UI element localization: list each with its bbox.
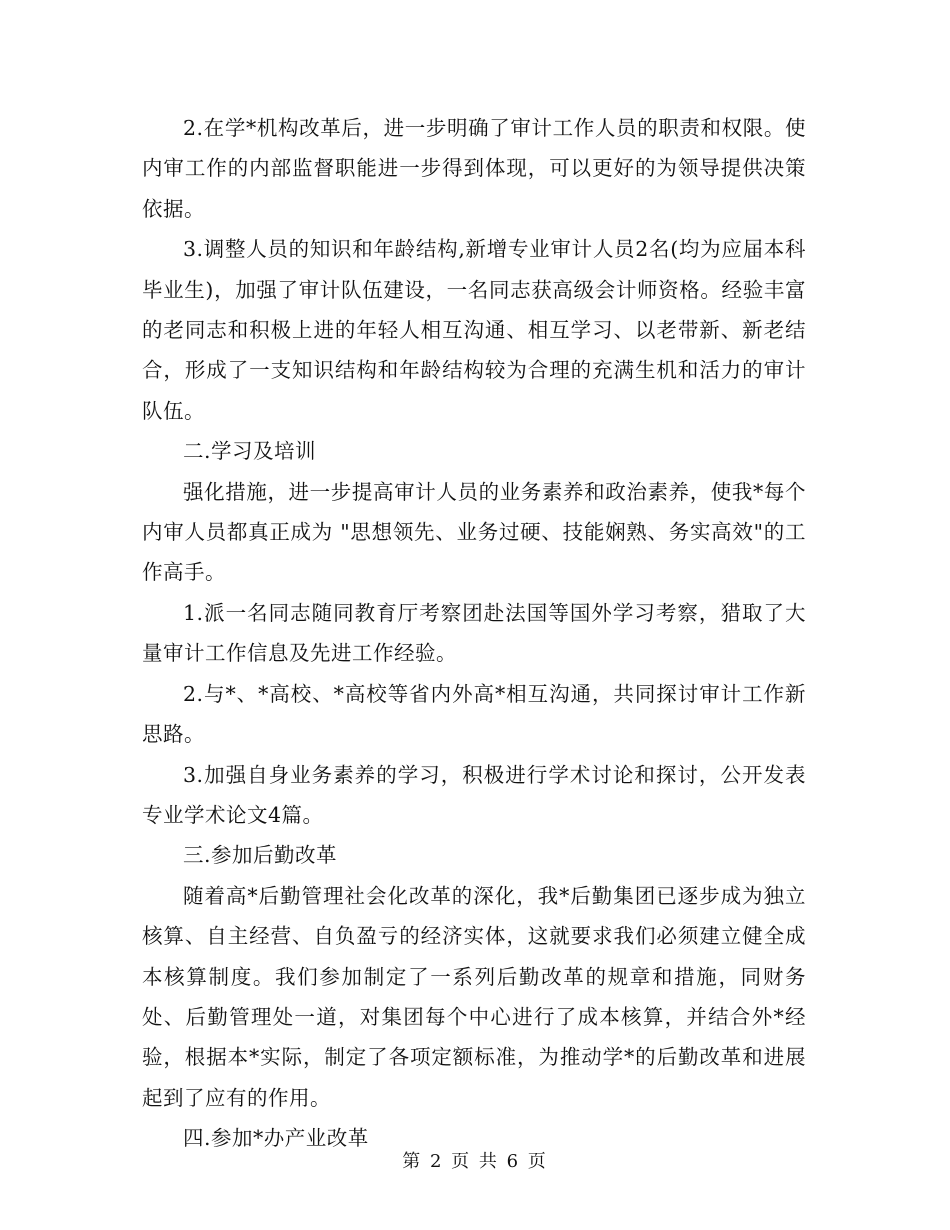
section-heading-industry-reform: 四.参加*办产业改革 — [183, 1126, 369, 1151]
document-body — [142, 108, 806, 1159]
section-heading-logistics-reform: 三.参加后勤改革 — [183, 843, 338, 868]
paragraph-item-3: 3.调整人员的知识和年龄结构,新增专业审计人员2名(均为应届本科毕业生)，加强了审计队伍建设，一名同志获高级会计师资格。经验丰富的老同志和积极上进的年轻人相互沟通、相互学习、以老带新、新老结合，形成了一支知识结构和年龄结构较为合理的充满生机和活力的审计队伍。 — [142, 237, 806, 423]
paragraph-item-3-academic: 3.加强自身业务素养的学习，积极进行学术讨论和探讨，公开发表专业学术论文4篇。 — [142, 762, 806, 827]
page-number-footer: 第 2 页 共 6 页 — [402, 1151, 548, 1172]
paragraph-item-2: 2.在学*机构改革后，进一步明确了审计工作人员的职责和权限。使内审工作的内部监督职能进一步得到体现，可以更好的为领导提供决策依据。 — [142, 116, 806, 221]
paragraph-item-2-communication: 2.与*、*高校、*高校等省内外高*相互沟通，共同探讨审计工作新思路。 — [142, 681, 806, 747]
paragraph-item-1-study-abroad: 1.派一名同志随同教育厅考察团赴法国等国外学习考察，猎取了大量审计工作信息及先进工作经验。 — [142, 600, 806, 666]
paragraph-strengthen-measures: 强化措施，进一步提高审计人员的业务素养和政治素养，使我*每个内审人员都真正成为 "思想领先、业务过硬、技能娴熟、务实高效"的工作高手。 — [142, 479, 806, 585]
section-heading-study-training: 二.学习及培训 — [183, 439, 317, 464]
paragraph-logistics-reform: 随着高*后勤管理社会化改革的深化，我*后勤集团已逐步成为独立核算、自主经营、自负盈亏的经济实体，这就要求我们必须建立健全成本核算制度。我们参加制定了一系列后勤改革的规章和措施，同财务处、后勤管理处一道，对集团每个中心进行了成本核算，并结合外*经验，根据本*实际，制定了各项定额标准，为推动学*的后勤改革和进展起到了应有的作用。 — [142, 883, 806, 1110]
